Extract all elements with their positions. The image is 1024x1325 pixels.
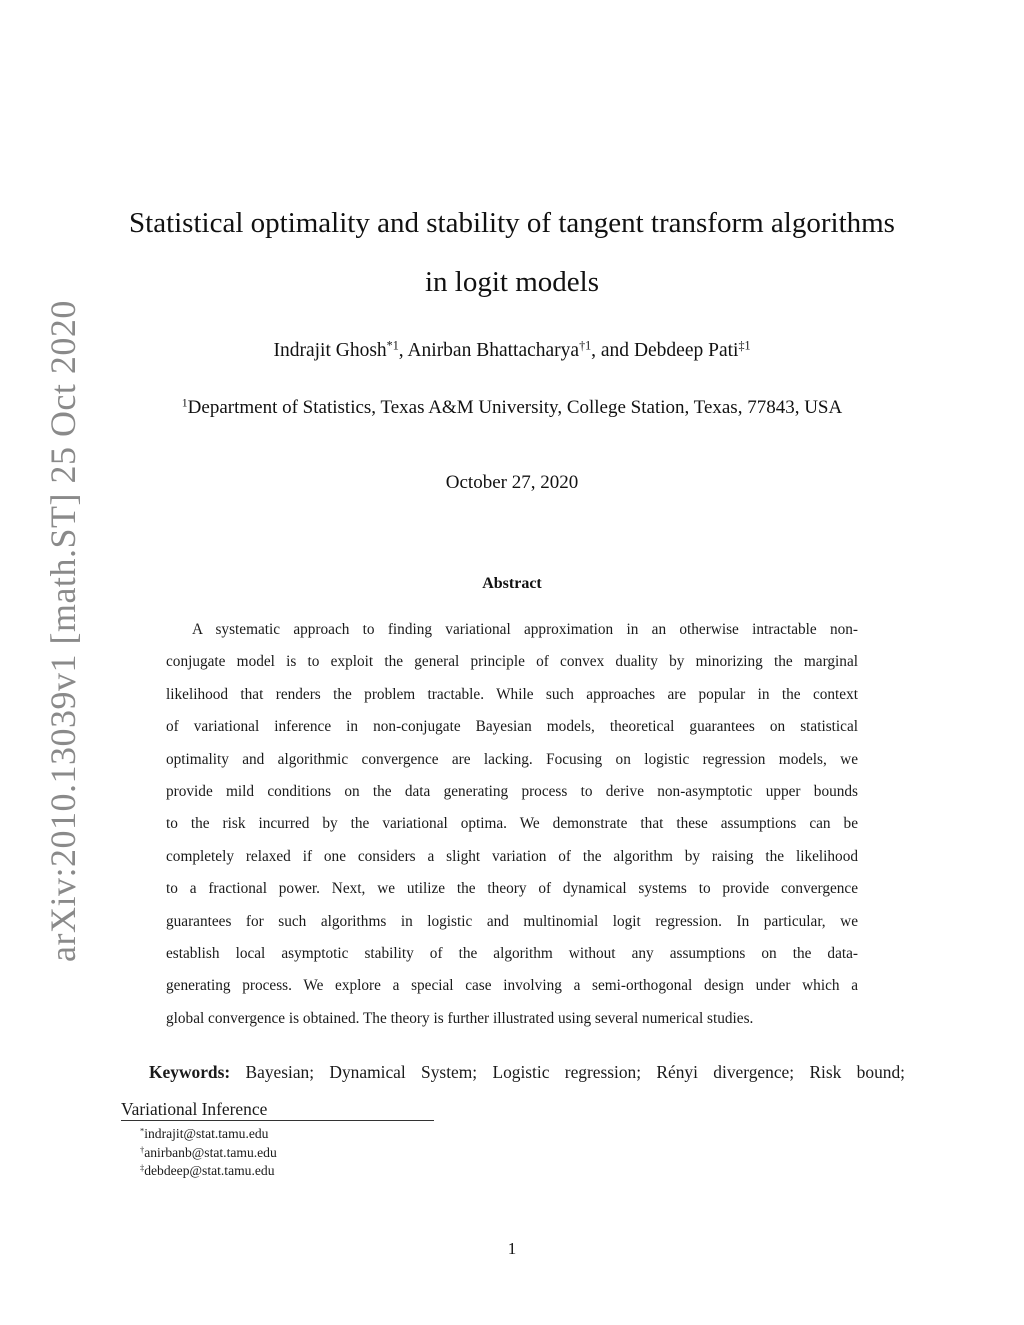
author-separator: , — [398, 340, 408, 361]
affiliation-mark: 1 — [181, 396, 188, 410]
abstract-line: completely relaxed if one considers a slight variation of the algorithm by raising the likelihood — [166, 847, 858, 865]
keywords-list-part-1: Bayesian; Dynamical System; Logistic regression; Rényi divergence; Risk bound; — [245, 1062, 905, 1082]
arxiv-identifier-stamp: arXiv:2010.13039v1 [math.ST] 25 Oct 2020 — [43, 300, 83, 962]
footnote-mark: * — [140, 1125, 145, 1136]
author-separator: , and — [591, 340, 634, 361]
author-marks: ‡1 — [738, 338, 751, 353]
author-list — [100, 340, 924, 362]
author-name: Indrajit Ghosh — [273, 340, 387, 361]
footnote-mark: † — [140, 1143, 145, 1154]
author-name: Anirban Bhattacharya — [407, 340, 580, 361]
affiliation — [80, 397, 944, 419]
abstract-line: generating process. We explore a special case involving a semi-orthogonal design under which a — [166, 977, 858, 995]
abstract-line: establish local asymptotic stability of the algorithm without any assumptions on the data- — [166, 945, 858, 963]
abstract-line: optimality and algorithmic convergence are lacking. Focusing on logistic regression models, we — [166, 750, 858, 768]
keywords-label: Keywords: — [149, 1062, 231, 1082]
footnote-divider — [121, 1120, 434, 1121]
footnote-email — [140, 1125, 277, 1144]
abstract-line: to a fractional power. Next, we utilize the theory of dynamical systems to provide convergence — [166, 880, 858, 898]
footnote-text: anirbanb@stat.tamu.edu — [144, 1144, 277, 1160]
affiliation-text: Department of Statistics, Texas A&M University, College Station, Texas, 77843, USA — [187, 397, 843, 418]
abstract-line: provide mild conditions on the data generating process to derive non-asymptotic upper bounds — [166, 783, 858, 801]
abstract-line: of variational inference in non-conjugate Bayesian models, theoretical guarantees on statistical — [166, 718, 858, 736]
footnote-text: debdeep@stat.tamu.edu — [144, 1163, 275, 1178]
author-name: Debdeep Pati — [633, 340, 739, 361]
paper-date: October 27, 2020 — [445, 472, 579, 493]
author-marks: †1 — [579, 338, 592, 353]
abstract-line: conjugate model is to exploit the general principle of convex duality by minorizing the marginal — [166, 653, 858, 671]
author-marks: *1 — [386, 338, 399, 353]
abstract-heading: Abstract — [482, 575, 542, 592]
abstract-line: A systematic approach to finding variational approximation in an otherwise intractable non- — [192, 621, 858, 638]
footnote-email — [140, 1162, 277, 1181]
abstract-line: likelihood that renders the problem tractable. While such approaches are popular in the context — [166, 685, 858, 703]
keywords-section — [121, 1054, 905, 1128]
keywords-line-1 — [121, 1054, 905, 1091]
abstract-line: guarantees for such algorithms in logistic and multinomial logit regression. In particular, we — [166, 912, 858, 930]
abstract-body — [166, 614, 858, 1035]
paper-title-line-2: in logit models — [425, 266, 599, 298]
abstract-line: to the risk incurred by the variational optima. We demonstrate that these assumptions can be — [166, 815, 858, 833]
paper-title-line-1: Statistical optimality and stability of tangent transform algorithms — [129, 207, 895, 239]
footnote-mark: ‡ — [140, 1162, 145, 1173]
page-number: 1 — [507, 1239, 517, 1258]
keywords-list-part-2: Variational Inference — [121, 1099, 268, 1119]
footnotes — [140, 1125, 277, 1181]
abstract-line: global convergence is obtained. The theory is further illustrated using several numerical studies. — [166, 1009, 754, 1027]
footnote-text: indrajit@stat.tamu.edu — [144, 1126, 269, 1141]
footnote-email — [140, 1144, 277, 1163]
